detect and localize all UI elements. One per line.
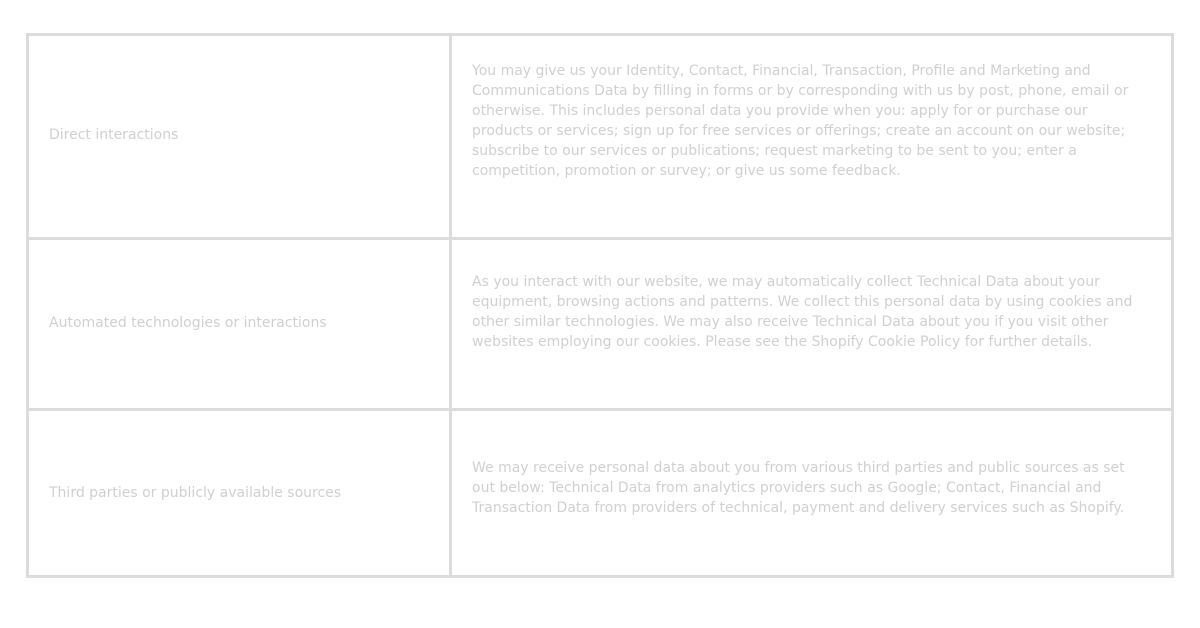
row-label: Third parties or publicly available sources [28,410,451,577]
row-description: As you interact with our website, we may automatically collect Technical Data about your equipment, browsing actions and patterns. We collect this personal data by using cookies and other similar technologies. We may also receive Technical Data about you if you visit other websites employing our cookies. Please see the Shopify Cookie Policy for further details. [451,239,1173,410]
row-label: Direct interactions [28,35,451,239]
row-description: You may give us your Identity, Contact, Financial, Transaction, Profile and Marketing and Communications Data by filling in forms or by corresponding with us by post, phone, email or otherwise. This includes personal data you provide when you: apply for or purchase our products or services; sign up for free services or offerings; create an account on our website; subscribe to our services or publications; request marketing to be sent to you; enter a competition, promotion or survey; or give us some feedback. [451,35,1173,239]
table-row [28,239,1173,410]
row-description: We may receive personal data about you from various third parties and public sources as set out below: Technical Data from analytics providers such as Google; Contact, Financial and Transaction Data from providers of technical, payment and delivery services such as Shopify. [451,410,1173,577]
row-label: Automated technologies or interactions [28,239,451,410]
table-row [28,410,1173,577]
data-collection-table [26,33,1174,578]
table-row [28,35,1173,239]
